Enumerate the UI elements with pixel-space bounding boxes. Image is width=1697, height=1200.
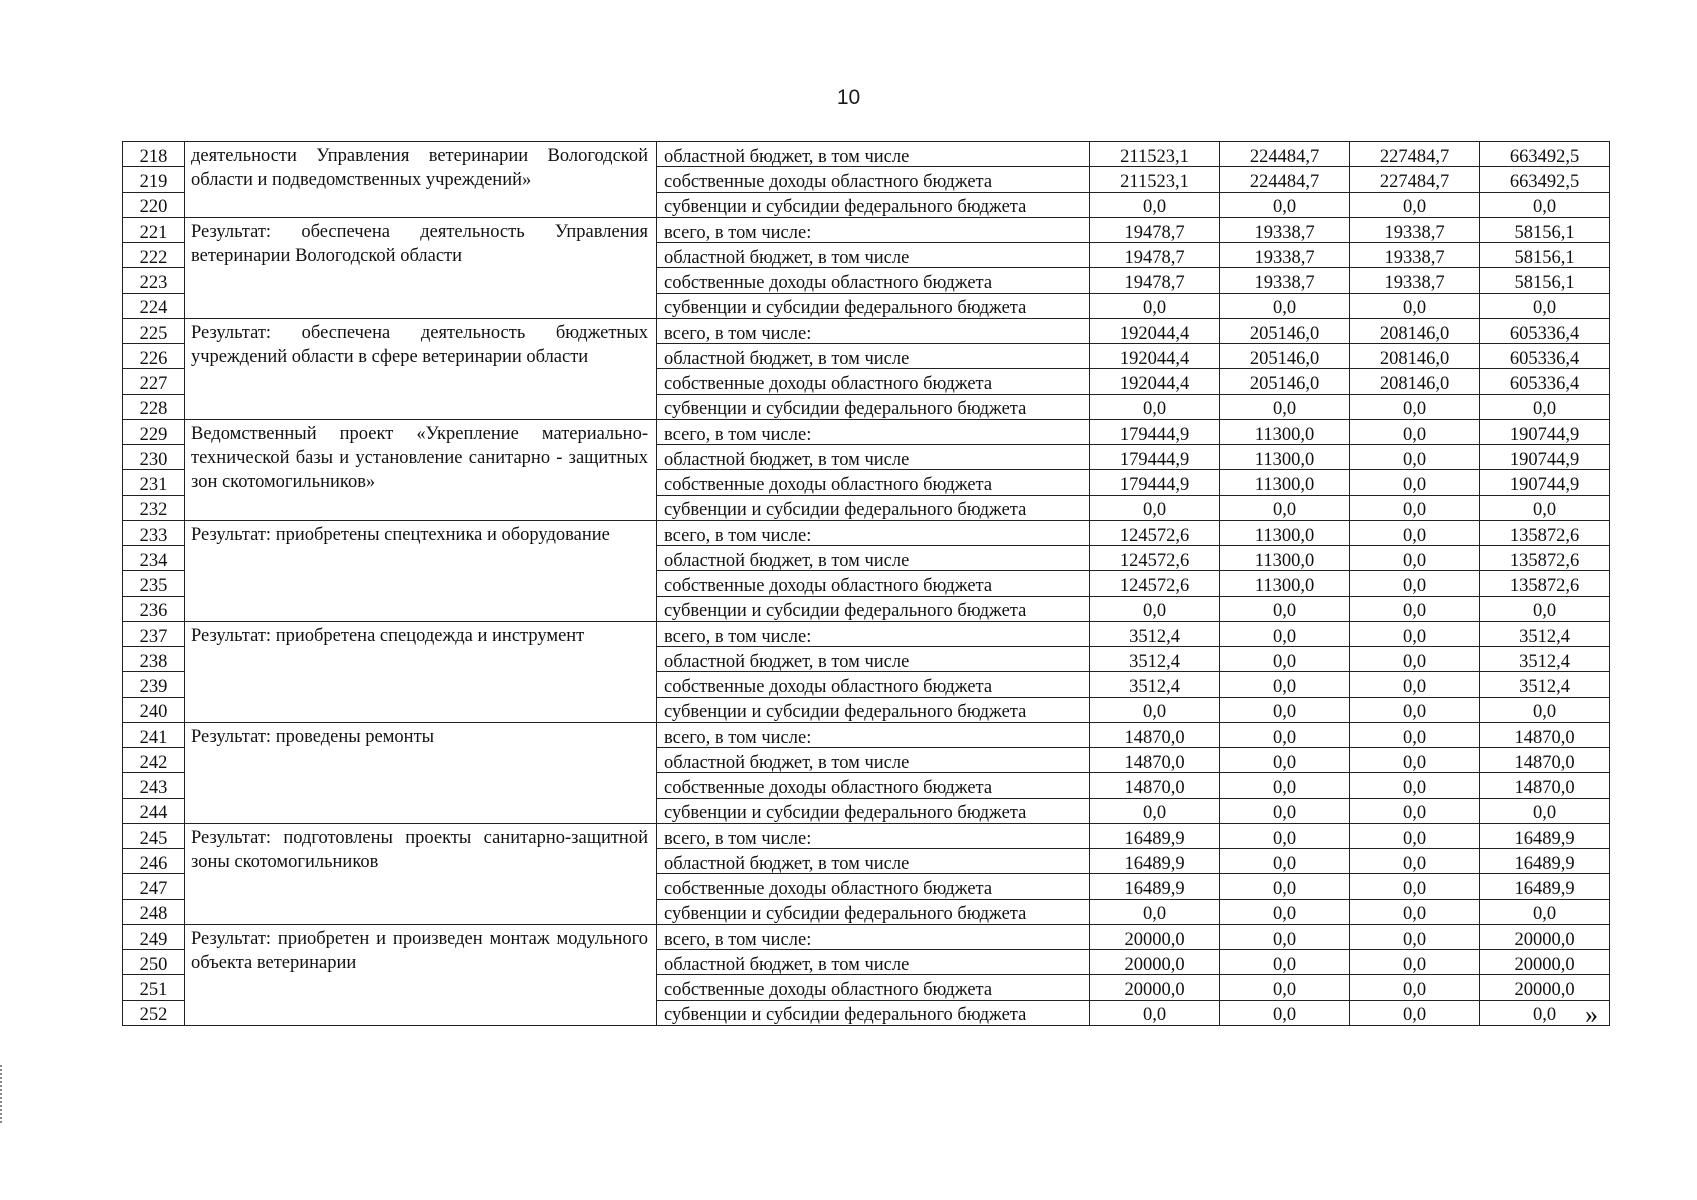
funding-source: всего, в том числе:	[657, 621, 1090, 646]
amount-cell: 208146,0	[1350, 318, 1480, 343]
amount-cell: 0,0	[1350, 470, 1480, 495]
amount-cell: 205146,0	[1220, 369, 1350, 394]
amount-cell: 0,0	[1350, 722, 1480, 747]
funding-source: областной бюджет, в том числе	[657, 142, 1090, 167]
funding-source: собственные доходы областного бюджета	[657, 167, 1090, 192]
funding-source: субвенции и субсидии федерального бюджета	[657, 1000, 1090, 1025]
funding-source: субвенции и субсидии федерального бюджета	[657, 697, 1090, 722]
amount-cell: 0,0	[1090, 394, 1220, 419]
amount-total-cell: 0,0	[1480, 697, 1610, 722]
amount-cell: 0,0	[1220, 394, 1350, 419]
amount-total-cell: 58156,1	[1480, 268, 1610, 293]
funding-source: всего, в том числе:	[657, 520, 1090, 545]
amount-cell: 0,0	[1220, 1000, 1350, 1025]
amount-cell: 0,0	[1350, 672, 1480, 697]
amount-cell: 0,0	[1090, 293, 1220, 318]
row-number: 233	[123, 520, 185, 545]
amount-total-cell: 14870,0	[1480, 748, 1610, 773]
amount-total-cell: 3512,4	[1480, 647, 1610, 672]
row-number: 249	[123, 924, 185, 949]
amount-total-cell: 3512,4	[1480, 621, 1610, 646]
amount-cell: 211523,1	[1090, 142, 1220, 167]
amount-cell: 0,0	[1350, 1000, 1480, 1025]
item-description: деятельности Управления ветеринарии Вологодской области и подведомственных учреждений»	[185, 142, 657, 218]
amount-cell: 0,0	[1350, 899, 1480, 924]
amount-total-cell: 135872,6	[1480, 571, 1610, 596]
amount-cell: 227484,7	[1350, 142, 1480, 167]
amount-cell: 0,0	[1350, 520, 1480, 545]
amount-cell: 0,0	[1350, 823, 1480, 848]
amount-cell: 0,0	[1220, 722, 1350, 747]
funding-source: областной бюджет, в том числе	[657, 243, 1090, 268]
funding-source: областной бюджет, в том числе	[657, 445, 1090, 470]
row-number: 235	[123, 571, 185, 596]
amount-total-cell: 663492,5	[1480, 142, 1610, 167]
funding-source: всего, в том числе:	[657, 419, 1090, 444]
amount-cell: 11300,0	[1220, 520, 1350, 545]
amount-cell: 0,0	[1220, 950, 1350, 975]
funding-source: областной бюджет, в том числе	[657, 546, 1090, 571]
funding-source: субвенции и субсидии федерального бюджета	[657, 293, 1090, 318]
amount-total-cell: 58156,1	[1480, 217, 1610, 242]
amount-cell: 0,0	[1350, 192, 1480, 217]
row-number: 227	[123, 369, 185, 394]
amount-cell: 124572,6	[1090, 571, 1220, 596]
row-number: 243	[123, 773, 185, 798]
row-number: 234	[123, 546, 185, 571]
row-number: 246	[123, 849, 185, 874]
table-row	[123, 419, 1610, 444]
amount-cell: 179444,9	[1090, 419, 1220, 444]
amount-cell: 0,0	[1350, 293, 1480, 318]
row-number: 239	[123, 672, 185, 697]
funding-source: собственные доходы областного бюджета	[657, 773, 1090, 798]
amount-cell: 20000,0	[1090, 975, 1220, 1000]
row-number: 240	[123, 697, 185, 722]
amount-cell: 19338,7	[1220, 217, 1350, 242]
closing-quote: »	[1585, 1000, 1598, 1029]
funding-source: собственные доходы областного бюджета	[657, 672, 1090, 697]
amount-total-cell: 16489,9	[1480, 849, 1610, 874]
amount-total-cell: 0,0	[1480, 798, 1610, 823]
amount-total-cell: 0,0	[1480, 899, 1610, 924]
amount-cell: 0,0	[1220, 697, 1350, 722]
item-description: Результат: приобретены спецтехника и оборудование	[185, 520, 657, 621]
funding-source: субвенции и субсидии федерального бюджета	[657, 192, 1090, 217]
row-number: 219	[123, 167, 185, 192]
row-number: 223	[123, 268, 185, 293]
amount-total-cell: 0,0	[1480, 596, 1610, 621]
row-number: 231	[123, 470, 185, 495]
row-number: 229	[123, 419, 185, 444]
amount-cell: 0,0	[1350, 445, 1480, 470]
amount-cell: 0,0	[1350, 546, 1480, 571]
amount-cell: 205146,0	[1220, 344, 1350, 369]
amount-cell: 224484,7	[1220, 142, 1350, 167]
row-number: 225	[123, 318, 185, 343]
amount-cell: 3512,4	[1090, 672, 1220, 697]
row-number: 245	[123, 823, 185, 848]
amount-cell: 11300,0	[1220, 470, 1350, 495]
table-row	[123, 823, 1610, 848]
amount-total-cell: 16489,9	[1480, 823, 1610, 848]
funding-source: областной бюджет, в том числе	[657, 647, 1090, 672]
table-body	[123, 142, 1610, 1026]
amount-cell: 3512,4	[1090, 621, 1220, 646]
amount-cell: 0,0	[1220, 293, 1350, 318]
row-number: 236	[123, 596, 185, 621]
amount-cell: 0,0	[1220, 924, 1350, 949]
table-row	[123, 142, 1610, 167]
amount-cell: 11300,0	[1220, 445, 1350, 470]
funding-source: субвенции и субсидии федерального бюджета	[657, 495, 1090, 520]
page-number: 10	[836, 86, 861, 109]
amount-cell: 16489,9	[1090, 849, 1220, 874]
table-row	[123, 318, 1610, 343]
amount-cell: 11300,0	[1220, 571, 1350, 596]
amount-cell: 0,0	[1220, 798, 1350, 823]
amount-cell: 192044,4	[1090, 318, 1220, 343]
amount-cell: 208146,0	[1350, 369, 1480, 394]
row-number: 241	[123, 722, 185, 747]
amount-cell: 0,0	[1090, 495, 1220, 520]
amount-cell: 0,0	[1090, 697, 1220, 722]
amount-cell: 0,0	[1220, 192, 1350, 217]
amount-cell: 0,0	[1350, 495, 1480, 520]
funding-source: областной бюджет, в том числе	[657, 849, 1090, 874]
funding-source: собственные доходы областного бюджета	[657, 369, 1090, 394]
amount-total-cell: 663492,5	[1480, 167, 1610, 192]
amount-cell: 179444,9	[1090, 470, 1220, 495]
row-number: 222	[123, 243, 185, 268]
amount-cell: 0,0	[1350, 621, 1480, 646]
amount-cell: 3512,4	[1090, 647, 1220, 672]
funding-source: областной бюджет, в том числе	[657, 748, 1090, 773]
amount-total-cell: 0,0	[1480, 495, 1610, 520]
amount-cell: 124572,6	[1090, 546, 1220, 571]
amount-total-cell: 0,0	[1480, 293, 1610, 318]
funding-source: всего, в том числе:	[657, 217, 1090, 242]
scan-edge-marks	[0, 1065, 5, 1123]
amount-cell: 11300,0	[1220, 546, 1350, 571]
row-number: 228	[123, 394, 185, 419]
amount-cell: 0,0	[1350, 798, 1480, 823]
table-row	[123, 924, 1610, 949]
amount-total-cell: 0,0	[1480, 394, 1610, 419]
amount-cell: 14870,0	[1090, 748, 1220, 773]
funding-source: областной бюджет, в том числе	[657, 950, 1090, 975]
amount-total-cell: 3512,4	[1480, 672, 1610, 697]
amount-cell: 208146,0	[1350, 344, 1480, 369]
amount-cell: 19338,7	[1220, 243, 1350, 268]
amount-total-cell: 190744,9	[1480, 445, 1610, 470]
amount-cell: 0,0	[1350, 975, 1480, 1000]
row-number: 250	[123, 950, 185, 975]
item-description: Результат: обеспечена деятельность бюджетных учреждений области в сфере ветеринарии области	[185, 318, 657, 419]
row-number: 226	[123, 344, 185, 369]
funding-source: всего, в том числе:	[657, 924, 1090, 949]
amount-cell: 19478,7	[1090, 217, 1220, 242]
amount-total-cell: 16489,9	[1480, 874, 1610, 899]
amount-total-cell: 605336,4	[1480, 344, 1610, 369]
funding-source: субвенции и субсидии федерального бюджета	[657, 394, 1090, 419]
funding-source: собственные доходы областного бюджета	[657, 268, 1090, 293]
amount-total-cell: 14870,0	[1480, 773, 1610, 798]
amount-cell: 19338,7	[1350, 268, 1480, 293]
row-number: 252	[123, 1000, 185, 1025]
funding-source: всего, в том числе:	[657, 318, 1090, 343]
funding-source: субвенции и субсидии федерального бюджета	[657, 798, 1090, 823]
amount-cell: 0,0	[1350, 773, 1480, 798]
amount-cell: 19338,7	[1350, 217, 1480, 242]
amount-cell: 0,0	[1350, 394, 1480, 419]
amount-cell: 0,0	[1090, 192, 1220, 217]
amount-cell: 0,0	[1220, 773, 1350, 798]
amount-cell: 0,0	[1220, 849, 1350, 874]
table-row	[123, 722, 1610, 747]
amount-cell: 0,0	[1350, 419, 1480, 444]
amount-total-cell: 190744,9	[1480, 419, 1610, 444]
amount-cell: 124572,6	[1090, 520, 1220, 545]
amount-cell: 179444,9	[1090, 445, 1220, 470]
amount-cell: 227484,7	[1350, 167, 1480, 192]
amount-cell: 0,0	[1350, 874, 1480, 899]
amount-cell: 0,0	[1090, 899, 1220, 924]
amount-total-cell: 135872,6	[1480, 546, 1610, 571]
amount-cell: 224484,7	[1220, 167, 1350, 192]
amount-cell: 0,0	[1220, 874, 1350, 899]
amount-cell: 0,0	[1220, 899, 1350, 924]
amount-cell: 0,0	[1220, 823, 1350, 848]
funding-source: собственные доходы областного бюджета	[657, 874, 1090, 899]
amount-cell: 0,0	[1220, 596, 1350, 621]
amount-cell: 19338,7	[1220, 268, 1350, 293]
amount-cell: 205146,0	[1220, 318, 1350, 343]
item-description: Результат: подготовлены проекты санитарно-защитной зоны скотомогильников	[185, 823, 657, 924]
amount-total-cell: 605336,4	[1480, 318, 1610, 343]
amount-total-cell: 20000,0	[1480, 950, 1610, 975]
row-number: 218	[123, 142, 185, 167]
item-description: Результат: обеспечена деятельность Управления ветеринарии Вологодской области	[185, 217, 657, 318]
amount-total-cell: 0,0	[1480, 1000, 1610, 1025]
amount-total-cell: 605336,4	[1480, 369, 1610, 394]
table-row	[123, 217, 1610, 242]
amount-cell: 14870,0	[1090, 773, 1220, 798]
amount-total-cell: 190744,9	[1480, 470, 1610, 495]
row-number: 232	[123, 495, 185, 520]
row-number: 238	[123, 647, 185, 672]
funding-source: всего, в том числе:	[657, 722, 1090, 747]
item-description: Результат: проведены ремонты	[185, 722, 657, 823]
amount-cell: 16489,9	[1090, 874, 1220, 899]
amount-cell: 0,0	[1090, 596, 1220, 621]
row-number: 220	[123, 192, 185, 217]
funding-source: субвенции и субсидии федерального бюджета	[657, 899, 1090, 924]
item-description: Результат: приобретен и произведен монтаж модульного объекта ветеринарии	[185, 924, 657, 1025]
amount-cell: 211523,1	[1090, 167, 1220, 192]
item-description: Результат: приобретена спецодежда и инструмент	[185, 621, 657, 722]
row-number: 242	[123, 748, 185, 773]
amount-cell: 0,0	[1090, 1000, 1220, 1025]
amount-cell: 0,0	[1350, 849, 1480, 874]
amount-cell: 0,0	[1220, 647, 1350, 672]
row-number: 237	[123, 621, 185, 646]
row-number: 244	[123, 798, 185, 823]
amount-cell: 0,0	[1220, 975, 1350, 1000]
funding-source: областной бюджет, в том числе	[657, 344, 1090, 369]
row-number: 248	[123, 899, 185, 924]
amount-cell: 11300,0	[1220, 419, 1350, 444]
amount-cell: 0,0	[1090, 798, 1220, 823]
amount-cell: 0,0	[1220, 495, 1350, 520]
amount-cell: 192044,4	[1090, 369, 1220, 394]
amount-cell: 192044,4	[1090, 344, 1220, 369]
amount-cell: 0,0	[1220, 748, 1350, 773]
amount-cell: 19478,7	[1090, 243, 1220, 268]
amount-cell: 0,0	[1350, 697, 1480, 722]
amount-cell: 0,0	[1350, 924, 1480, 949]
amount-cell: 19478,7	[1090, 268, 1220, 293]
amount-total-cell: 0,0	[1480, 192, 1610, 217]
amount-total-cell: 14870,0	[1480, 722, 1610, 747]
amount-cell: 0,0	[1350, 950, 1480, 975]
amount-cell: 16489,9	[1090, 823, 1220, 848]
funding-source: собственные доходы областного бюджета	[657, 470, 1090, 495]
amount-cell: 20000,0	[1090, 924, 1220, 949]
table-row	[123, 520, 1610, 545]
amount-cell: 14870,0	[1090, 722, 1220, 747]
amount-cell: 0,0	[1350, 647, 1480, 672]
amount-cell: 0,0	[1220, 672, 1350, 697]
funding-source: собственные доходы областного бюджета	[657, 571, 1090, 596]
amount-cell: 0,0	[1350, 748, 1480, 773]
amount-cell: 0,0	[1220, 621, 1350, 646]
amount-cell: 0,0	[1350, 596, 1480, 621]
funding-source: всего, в том числе:	[657, 823, 1090, 848]
row-number: 224	[123, 293, 185, 318]
row-number: 251	[123, 975, 185, 1000]
amount-total-cell: 58156,1	[1480, 243, 1610, 268]
amount-cell: 19338,7	[1350, 243, 1480, 268]
row-number: 230	[123, 445, 185, 470]
amount-total-cell: 20000,0	[1480, 975, 1610, 1000]
funding-source: собственные доходы областного бюджета	[657, 975, 1090, 1000]
row-number: 221	[123, 217, 185, 242]
budget-table	[122, 141, 1610, 1026]
amount-total-cell: 20000,0	[1480, 924, 1610, 949]
amount-cell: 20000,0	[1090, 950, 1220, 975]
amount-cell: 0,0	[1350, 571, 1480, 596]
funding-source: субвенции и субсидии федерального бюджета	[657, 596, 1090, 621]
amount-total-cell: 135872,6	[1480, 520, 1610, 545]
row-number: 247	[123, 874, 185, 899]
table-row	[123, 621, 1610, 646]
item-description: Ведомственный проект «Укрепление материально-технической базы и установление санитарно - защитных зон скотомогильников»	[185, 419, 657, 520]
